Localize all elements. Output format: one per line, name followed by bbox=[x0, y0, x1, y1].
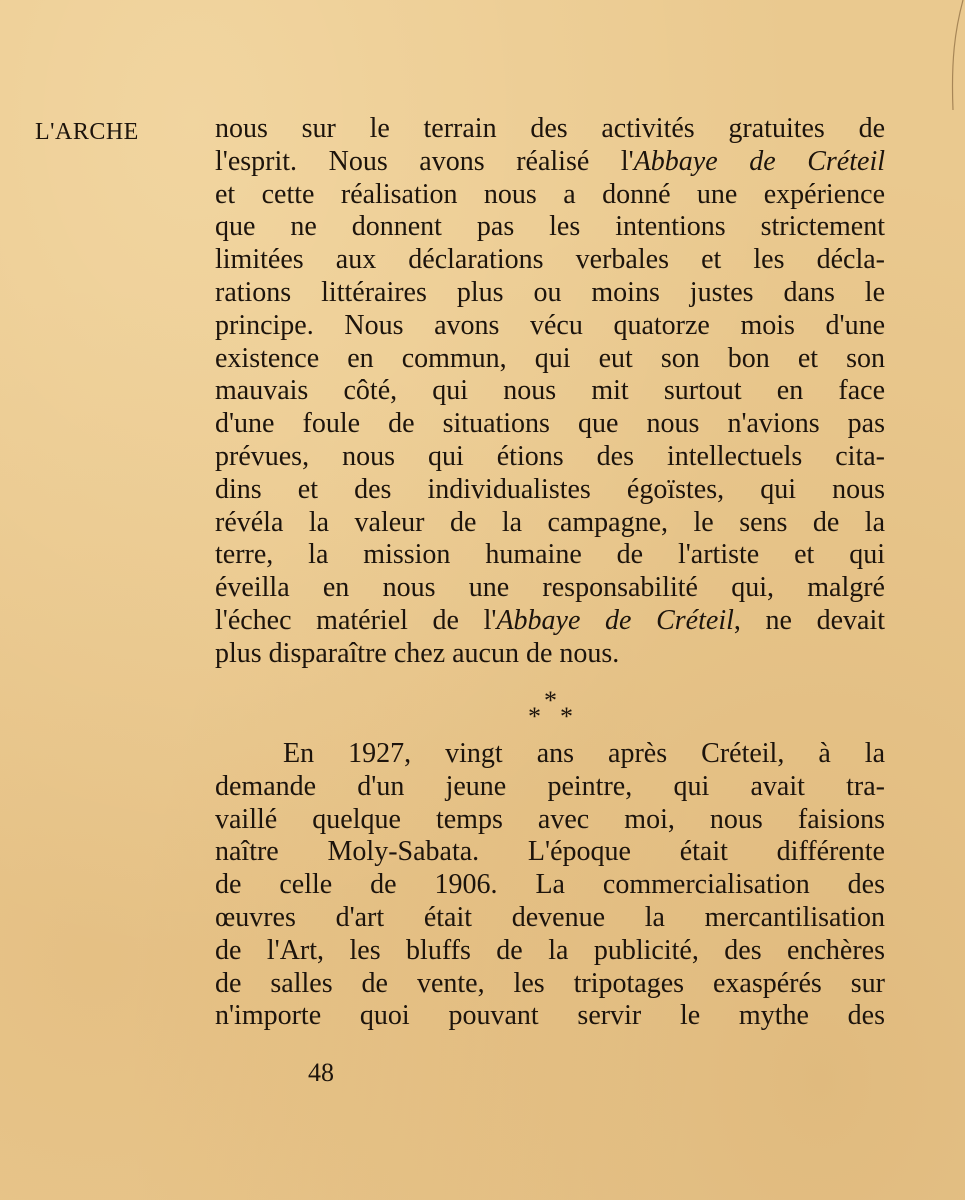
text-line: et cette réalisation nous a donné une expérience bbox=[215, 178, 885, 210]
asterisk: * bbox=[528, 702, 541, 731]
text-line: de l'Art, les bluffs de la publicité, des enchères bbox=[215, 934, 885, 966]
text-line: mauvais côté, qui nous mit surtout en face bbox=[215, 375, 885, 407]
asterisk: * bbox=[544, 686, 557, 715]
text-line: demande d'un jeune peintre, qui avait tra- bbox=[215, 770, 885, 802]
text-line: d'une foule de situations que nous n'avions pas bbox=[215, 408, 885, 440]
asterisk: * bbox=[560, 702, 573, 731]
paper-crease-mark bbox=[925, 0, 965, 200]
text-line: limitées aux déclarations verbales et les décla- bbox=[215, 244, 885, 276]
text-line: œuvres d'art était devenue la mercantilisation bbox=[215, 901, 885, 933]
text-line: de salles de vente, les tripotages exaspérés sur bbox=[215, 967, 885, 999]
text-line: En 1927, vingt ans après Créteil, à la bbox=[283, 738, 885, 769]
text-line: terre, la mission humaine de l'artiste et qui bbox=[215, 539, 885, 571]
paragraph-2 bbox=[215, 738, 885, 1033]
italic-title: Abbaye de Créteil bbox=[496, 604, 734, 636]
text-line: rations littéraires plus ou moins justes dans le bbox=[215, 276, 885, 308]
text-line: vaillé quelque temps avec moi, nous faisions bbox=[215, 803, 885, 835]
text-line: éveilla en nous une responsabilité qui, malgré bbox=[215, 572, 885, 604]
text-line: nous sur le terrain des activités gratuites de bbox=[215, 113, 885, 144]
text-line: de celle de 1906. La commercialisation des bbox=[215, 869, 885, 901]
text-line: révéla la valeur de la campagne, le sens de la bbox=[215, 506, 885, 538]
text-line: n'importe quoi pouvant servir le mythe des bbox=[215, 1000, 885, 1032]
asterism-separator bbox=[522, 686, 582, 731]
text-line: principe. Nous avons vécu quatorze mois d'une bbox=[215, 309, 885, 341]
text-line: que ne donnent pas les intentions strictement bbox=[215, 211, 885, 243]
text-line: dins et des individualistes égoïstes, qui nous bbox=[215, 473, 885, 505]
text-line: l'esprit. Nous avons réalisé l'Abbaye de Créteil bbox=[215, 145, 886, 177]
text-line: prévues, nous qui étions des intellectuels cita- bbox=[215, 440, 885, 472]
text-line: plus disparaître chez aucun de nous. bbox=[215, 637, 620, 669]
page-number: 48 bbox=[308, 1058, 334, 1087]
text-line: l'échec matériel de l'Abbaye de Créteil, ne devait bbox=[215, 604, 885, 636]
text-line: naître Moly-Sabata. L'époque était différente bbox=[215, 836, 885, 868]
paragraph-1 bbox=[215, 113, 885, 671]
text-line: existence en commun, qui eut son bon et son bbox=[215, 342, 885, 374]
running-head: L'ARCHE bbox=[35, 119, 139, 145]
italic-title: Abbaye de Créteil bbox=[633, 145, 886, 177]
